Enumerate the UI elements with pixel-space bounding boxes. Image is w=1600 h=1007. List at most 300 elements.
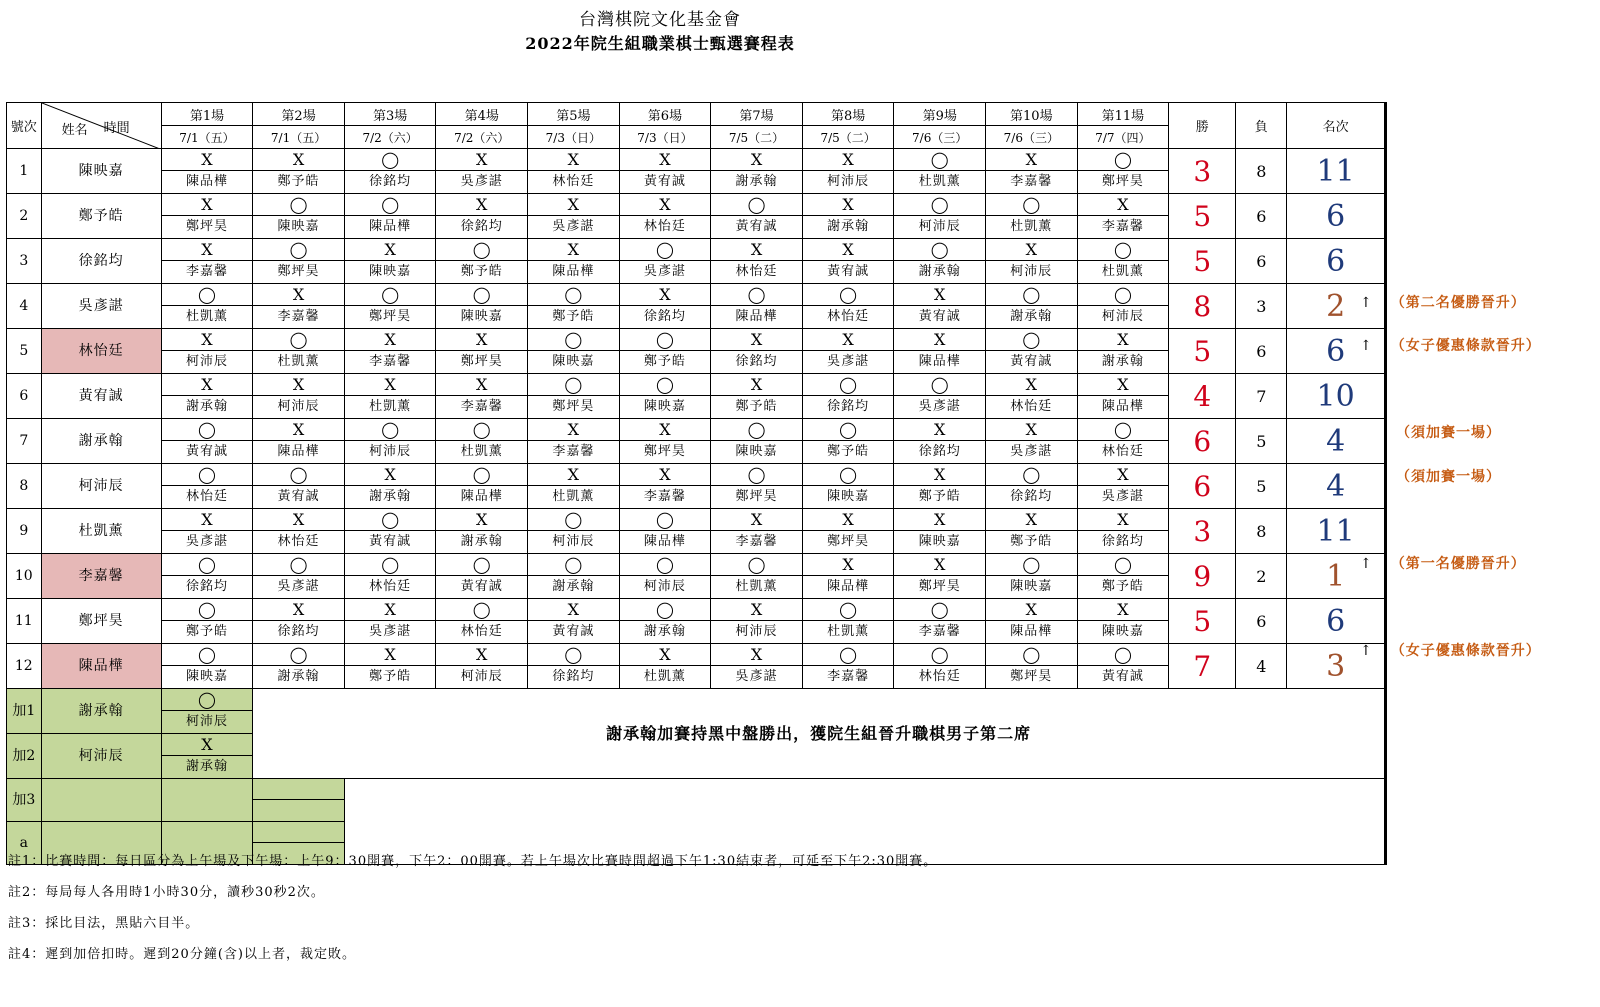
game-opponent: 謝承翰 xyxy=(619,621,711,644)
game-opponent: 李嘉馨 xyxy=(986,171,1078,194)
game-result: ◯ xyxy=(253,554,345,576)
player-losses: 6 xyxy=(1236,329,1287,374)
game-result: X xyxy=(161,194,253,216)
empty-cell xyxy=(253,800,345,822)
extra-message: 謝承翰加賽持黑中盤勝出，獲院生組晉升職棋男子第二席 xyxy=(253,689,1386,779)
game-result: X xyxy=(528,239,620,261)
player-losses: 6 xyxy=(1236,599,1287,644)
game-opponent: 陳映嘉 xyxy=(711,441,803,464)
game-result: X xyxy=(253,374,345,396)
note-3: 註3：採比目法，黑貼六目半。 xyxy=(8,916,200,931)
game-result: X xyxy=(161,239,253,261)
game-result: ◯ xyxy=(619,374,711,396)
game-opponent: 謝承翰 xyxy=(802,216,894,239)
game-result: ◯ xyxy=(436,599,528,621)
player-losses: 5 xyxy=(1236,419,1287,464)
game-opponent: 徐銘均 xyxy=(344,171,436,194)
player-name: 陳品樺 xyxy=(41,644,161,689)
game-opponent: 柯沛辰 xyxy=(619,576,711,599)
game-opponent: 杜凱薰 xyxy=(619,666,711,689)
game-result: X xyxy=(894,509,986,531)
player-losses: 4 xyxy=(1236,644,1287,689)
game-result: ◯ xyxy=(161,644,253,666)
up-arrow-icon: ↑ xyxy=(1360,642,1373,659)
game-opponent: 林怡廷 xyxy=(894,666,986,689)
game-result: X xyxy=(528,149,620,171)
game-result: ◯ xyxy=(1077,149,1169,171)
game-result: X xyxy=(619,284,711,306)
game-result: X xyxy=(619,644,711,666)
game-result: X xyxy=(253,509,345,531)
game-result: ◯ xyxy=(894,149,986,171)
header-name-time xyxy=(41,103,161,149)
game-opponent: 陳品樺 xyxy=(986,621,1078,644)
extra-no: 加1 xyxy=(7,689,42,734)
player-wins: 3 xyxy=(1169,149,1236,194)
game-opponent: 杜凱薰 xyxy=(986,216,1078,239)
round-date: 7/3（日） xyxy=(619,126,711,149)
title-block xyxy=(0,8,1200,56)
player-no: 2 xyxy=(7,194,42,239)
game-result: ◯ xyxy=(619,329,711,351)
game-opponent: 黃宥誠 xyxy=(986,351,1078,374)
game-opponent: 陳品樺 xyxy=(1077,396,1169,419)
game-opponent: 鄭坪昊 xyxy=(528,396,620,419)
game-result: X xyxy=(802,239,894,261)
extra-opponent: 謝承翰 xyxy=(161,756,253,779)
game-result: X xyxy=(161,374,253,396)
player-name: 鄭予皓 xyxy=(41,194,161,239)
game-opponent: 陳品樺 xyxy=(528,261,620,284)
game-result: X xyxy=(619,194,711,216)
game-opponent: 柯沛辰 xyxy=(1077,306,1169,329)
player-row xyxy=(7,239,1386,261)
game-result: ◯ xyxy=(619,554,711,576)
extra-result: ◯ xyxy=(161,689,253,711)
game-result: X xyxy=(161,149,253,171)
game-opponent: 陳映嘉 xyxy=(986,576,1078,599)
header-wins: 勝 xyxy=(1169,103,1236,149)
round-label: 第9場 xyxy=(894,103,986,126)
player-name: 徐銘均 xyxy=(41,239,161,284)
side-note-text: （女子優惠條款晉升） xyxy=(1390,338,1541,354)
game-opponent: 陳品樺 xyxy=(344,216,436,239)
game-opponent: 李嘉馨 xyxy=(711,531,803,554)
game-result: ◯ xyxy=(436,284,528,306)
game-opponent: 林怡廷 xyxy=(711,261,803,284)
game-opponent: 黃宥誠 xyxy=(619,171,711,194)
up-arrow-icon: ↑ xyxy=(1360,555,1373,572)
round-label: 第4場 xyxy=(436,103,528,126)
game-result: ◯ xyxy=(344,194,436,216)
game-result: X xyxy=(711,149,803,171)
game-result: X xyxy=(528,419,620,441)
extra-result: X xyxy=(161,734,253,756)
game-opponent: 柯沛辰 xyxy=(711,621,803,644)
game-result: X xyxy=(344,464,436,486)
game-opponent: 李嘉馨 xyxy=(619,486,711,509)
game-result: ◯ xyxy=(1077,554,1169,576)
game-result: ◯ xyxy=(711,464,803,486)
game-result: ◯ xyxy=(344,419,436,441)
player-no: 9 xyxy=(7,509,42,554)
game-result: X xyxy=(894,329,986,351)
game-opponent: 徐銘均 xyxy=(253,621,345,644)
game-result: ◯ xyxy=(894,374,986,396)
player-rank: 11 xyxy=(1287,509,1386,554)
game-opponent: 鄭予皓 xyxy=(253,171,345,194)
game-opponent: 徐銘均 xyxy=(161,576,253,599)
game-opponent: 林怡廷 xyxy=(161,486,253,509)
round-label: 第10場 xyxy=(986,103,1078,126)
game-result: ◯ xyxy=(253,329,345,351)
game-opponent: 陳映嘉 xyxy=(1077,621,1169,644)
game-result: ◯ xyxy=(528,554,620,576)
game-opponent: 柯沛辰 xyxy=(436,666,528,689)
game-result: X xyxy=(802,194,894,216)
game-opponent: 柯沛辰 xyxy=(894,216,986,239)
up-arrow-icon: ↑ xyxy=(1360,338,1373,354)
round-date: 7/5（二） xyxy=(802,126,894,149)
player-losses: 6 xyxy=(1236,239,1287,284)
game-result: ◯ xyxy=(344,554,436,576)
game-opponent: 陳映嘉 xyxy=(802,486,894,509)
game-opponent: 謝承翰 xyxy=(894,261,986,284)
game-result: ◯ xyxy=(528,509,620,531)
game-opponent: 李嘉馨 xyxy=(161,261,253,284)
game-result: ◯ xyxy=(711,194,803,216)
game-opponent: 杜凱薰 xyxy=(436,441,528,464)
game-result: ◯ xyxy=(894,599,986,621)
player-no: 4 xyxy=(7,284,42,329)
player-wins: 8 xyxy=(1169,284,1236,329)
game-result: ◯ xyxy=(253,239,345,261)
game-opponent: 徐銘均 xyxy=(711,351,803,374)
player-row xyxy=(7,329,1386,351)
game-opponent: 杜凱薰 xyxy=(344,396,436,419)
player-name: 林怡廷 xyxy=(41,329,161,374)
game-opponent: 黃宥誠 xyxy=(528,621,620,644)
game-opponent: 陳品樺 xyxy=(802,576,894,599)
player-no: 5 xyxy=(7,329,42,374)
game-result: X xyxy=(894,554,986,576)
player-no: 10 xyxy=(7,554,42,599)
game-result: ◯ xyxy=(161,284,253,306)
header-name: 姓名 xyxy=(61,123,88,138)
player-rank: 6 xyxy=(1287,239,1386,284)
player-row xyxy=(7,374,1386,396)
player-rank: 4 xyxy=(1287,419,1386,464)
extra-name: 柯沛辰 xyxy=(41,734,161,779)
game-opponent: 徐銘均 xyxy=(619,306,711,329)
game-opponent: 李嘉馨 xyxy=(344,351,436,374)
player-wins: 4 xyxy=(1169,374,1236,419)
player-wins: 5 xyxy=(1169,329,1236,374)
side-note-text: （須加賽一場） xyxy=(1396,425,1501,441)
extra-row xyxy=(7,689,1386,711)
game-opponent: 李嘉馨 xyxy=(1077,216,1169,239)
game-result: ◯ xyxy=(161,464,253,486)
game-result: X xyxy=(436,194,528,216)
game-opponent: 陳映嘉 xyxy=(528,351,620,374)
player-name: 黃宥誠 xyxy=(41,374,161,419)
game-result: X xyxy=(986,239,1078,261)
game-result: ◯ xyxy=(619,599,711,621)
note-2: 註2：每局每人各用時1小時30分，讀秒30秒2次。 xyxy=(8,885,325,900)
game-opponent: 徐銘均 xyxy=(528,666,620,689)
game-result: X xyxy=(1077,509,1169,531)
player-rank: 2 xyxy=(1287,284,1386,329)
game-result: ◯ xyxy=(802,599,894,621)
game-result: ◯ xyxy=(802,464,894,486)
game-opponent: 陳映嘉 xyxy=(894,531,986,554)
player-row xyxy=(7,419,1386,441)
empty-no: a xyxy=(7,822,42,865)
game-opponent: 林怡廷 xyxy=(436,621,528,644)
game-opponent: 柯沛辰 xyxy=(161,351,253,374)
player-wins: 7 xyxy=(1169,644,1236,689)
extra-opponent: 柯沛辰 xyxy=(161,711,253,734)
game-result: ◯ xyxy=(986,464,1078,486)
game-opponent: 吳彥諶 xyxy=(711,666,803,689)
player-name: 謝承翰 xyxy=(41,419,161,464)
game-result: ◯ xyxy=(528,374,620,396)
round-date: 7/6（三） xyxy=(894,126,986,149)
game-opponent: 鄭坪昊 xyxy=(619,441,711,464)
round-label: 第6場 xyxy=(619,103,711,126)
up-arrow-icon: ↑ xyxy=(1360,294,1373,311)
game-result: ◯ xyxy=(986,329,1078,351)
game-opponent: 李嘉馨 xyxy=(253,306,345,329)
game-opponent: 陳映嘉 xyxy=(619,396,711,419)
game-opponent: 陳映嘉 xyxy=(253,216,345,239)
game-result: X xyxy=(986,599,1078,621)
game-opponent: 徐銘均 xyxy=(1077,531,1169,554)
player-rank: 11 xyxy=(1287,149,1386,194)
empty-name xyxy=(41,779,161,822)
empty-no: 加3 xyxy=(7,779,42,822)
player-side-note xyxy=(1360,640,1541,660)
game-result: X xyxy=(344,644,436,666)
round-date: 7/6（三） xyxy=(986,126,1078,149)
player-no: 7 xyxy=(7,419,42,464)
round-date: 7/7（四） xyxy=(1077,126,1169,149)
game-result: ◯ xyxy=(986,194,1078,216)
game-result: X xyxy=(436,329,528,351)
player-wins: 3 xyxy=(1169,509,1236,554)
player-losses: 8 xyxy=(1236,149,1287,194)
game-opponent: 吳彥諶 xyxy=(528,216,620,239)
game-opponent: 陳映嘉 xyxy=(161,666,253,689)
diagonal-line xyxy=(42,103,160,149)
player-wins: 5 xyxy=(1169,599,1236,644)
game-opponent: 陳映嘉 xyxy=(436,306,528,329)
extra-no: 加2 xyxy=(7,734,42,779)
game-opponent: 謝承翰 xyxy=(711,171,803,194)
game-result: X xyxy=(619,464,711,486)
game-result: X xyxy=(1077,194,1169,216)
player-rank: 6 xyxy=(1287,599,1386,644)
game-opponent: 李嘉馨 xyxy=(802,666,894,689)
game-opponent: 吳彥諶 xyxy=(344,621,436,644)
player-wins: 6 xyxy=(1169,419,1236,464)
game-result: X xyxy=(986,374,1078,396)
game-result: X xyxy=(711,644,803,666)
game-opponent: 黃宥誠 xyxy=(802,261,894,284)
empty-result xyxy=(161,779,253,822)
game-opponent: 謝承翰 xyxy=(344,486,436,509)
round-date: 7/3（日） xyxy=(528,126,620,149)
note-4: 註4：遲到加倍扣時。遲到20分鐘(含)以上者，裁定敗。 xyxy=(8,947,356,962)
game-opponent: 杜凱薰 xyxy=(894,171,986,194)
round-label: 第11場 xyxy=(1077,103,1169,126)
game-result: X xyxy=(528,464,620,486)
player-side-note xyxy=(1360,292,1526,312)
game-result: ◯ xyxy=(528,284,620,306)
game-opponent: 鄭坪昊 xyxy=(1077,171,1169,194)
round-label: 第5場 xyxy=(528,103,620,126)
game-opponent: 林怡廷 xyxy=(253,531,345,554)
game-opponent: 鄭坪昊 xyxy=(253,261,345,284)
side-note-text: （須加賽一場） xyxy=(1396,468,1501,485)
game-opponent: 吳彥諶 xyxy=(161,531,253,554)
game-opponent: 徐銘均 xyxy=(986,486,1078,509)
game-result: ◯ xyxy=(711,554,803,576)
schedule-table xyxy=(6,102,1387,865)
game-result: ◯ xyxy=(619,239,711,261)
game-result: ◯ xyxy=(802,284,894,306)
game-result: X xyxy=(344,239,436,261)
extra-name: 謝承翰 xyxy=(41,689,161,734)
game-opponent: 陳品樺 xyxy=(436,486,528,509)
game-result: ◯ xyxy=(711,284,803,306)
game-opponent: 鄭坪昊 xyxy=(986,666,1078,689)
game-opponent: 林怡廷 xyxy=(986,396,1078,419)
game-opponent: 謝承翰 xyxy=(1077,351,1169,374)
game-result: X xyxy=(436,149,528,171)
game-result: ◯ xyxy=(1077,239,1169,261)
game-result: ◯ xyxy=(711,419,803,441)
player-no: 8 xyxy=(7,464,42,509)
player-name: 鄭坪昊 xyxy=(41,599,161,644)
game-result: ◯ xyxy=(619,509,711,531)
game-result: ◯ xyxy=(802,644,894,666)
game-result: X xyxy=(894,464,986,486)
game-opponent: 杜凱薰 xyxy=(1077,261,1169,284)
round-date: 7/2（六） xyxy=(344,126,436,149)
game-result: ◯ xyxy=(161,419,253,441)
round-label: 第8場 xyxy=(802,103,894,126)
player-no: 11 xyxy=(7,599,42,644)
round-label: 第3場 xyxy=(344,103,436,126)
game-opponent: 陳品樺 xyxy=(711,306,803,329)
game-result: X xyxy=(986,419,1078,441)
player-rank: 1 xyxy=(1287,554,1386,599)
game-opponent: 鄭坪昊 xyxy=(711,486,803,509)
header-rank: 名次 xyxy=(1287,103,1386,149)
game-opponent: 林怡廷 xyxy=(619,216,711,239)
game-opponent: 黃宥誠 xyxy=(344,531,436,554)
player-wins: 5 xyxy=(1169,194,1236,239)
game-result: X xyxy=(344,329,436,351)
game-opponent: 徐銘均 xyxy=(802,396,894,419)
player-losses: 3 xyxy=(1236,284,1287,329)
player-row xyxy=(7,644,1386,666)
game-opponent: 柯沛辰 xyxy=(986,261,1078,284)
player-wins: 9 xyxy=(1169,554,1236,599)
player-losses: 8 xyxy=(1236,509,1287,554)
game-opponent: 柯沛辰 xyxy=(253,396,345,419)
player-row xyxy=(7,509,1386,531)
round-date: 7/2（六） xyxy=(436,126,528,149)
player-name: 陳映嘉 xyxy=(41,149,161,194)
game-opponent: 吳彥諶 xyxy=(436,171,528,194)
player-name: 吳彥諶 xyxy=(41,284,161,329)
game-opponent: 陳映嘉 xyxy=(344,261,436,284)
game-result: ◯ xyxy=(1077,419,1169,441)
game-result: ◯ xyxy=(436,239,528,261)
game-opponent: 鄭坪昊 xyxy=(344,306,436,329)
player-name: 李嘉馨 xyxy=(41,554,161,599)
player-wins: 5 xyxy=(1169,239,1236,284)
player-rank: 3 xyxy=(1287,644,1386,689)
game-result: ◯ xyxy=(436,419,528,441)
game-opponent: 黃宥誠 xyxy=(711,216,803,239)
game-result: X xyxy=(436,644,528,666)
game-opponent: 李嘉馨 xyxy=(528,441,620,464)
player-side-note xyxy=(1396,466,1501,486)
game-result: ◯ xyxy=(894,239,986,261)
game-opponent: 謝承翰 xyxy=(161,396,253,419)
game-result: ◯ xyxy=(802,419,894,441)
game-result: ◯ xyxy=(161,554,253,576)
header-row-rounds xyxy=(7,103,1386,126)
game-opponent: 鄭予皓 xyxy=(528,306,620,329)
game-opponent: 林怡廷 xyxy=(528,171,620,194)
player-no: 6 xyxy=(7,374,42,419)
game-opponent: 鄭坪昊 xyxy=(161,216,253,239)
game-opponent: 徐銘均 xyxy=(894,441,986,464)
game-result: X xyxy=(986,149,1078,171)
game-opponent: 吳彥諶 xyxy=(986,441,1078,464)
round-label: 第7場 xyxy=(711,103,803,126)
game-result: X xyxy=(894,419,986,441)
player-row xyxy=(7,194,1386,216)
player-row xyxy=(7,464,1386,486)
game-result: X xyxy=(1077,374,1169,396)
game-result: X xyxy=(436,509,528,531)
game-opponent: 謝承翰 xyxy=(986,306,1078,329)
game-result: X xyxy=(711,329,803,351)
game-result: ◯ xyxy=(986,644,1078,666)
game-opponent: 柯沛辰 xyxy=(528,531,620,554)
game-result: ◯ xyxy=(344,509,436,531)
player-row xyxy=(7,599,1386,621)
game-opponent: 吳彥諶 xyxy=(619,261,711,284)
player-rank: 10 xyxy=(1287,374,1386,419)
game-result: ◯ xyxy=(253,464,345,486)
game-result: ◯ xyxy=(894,194,986,216)
game-opponent: 吳彥諶 xyxy=(1077,486,1169,509)
player-no: 3 xyxy=(7,239,42,284)
game-result: X xyxy=(1077,464,1169,486)
game-opponent: 林怡廷 xyxy=(1077,441,1169,464)
game-opponent: 謝承翰 xyxy=(436,531,528,554)
game-opponent: 吳彥諶 xyxy=(802,351,894,374)
game-opponent: 李嘉馨 xyxy=(436,396,528,419)
game-result: X xyxy=(802,554,894,576)
player-row xyxy=(7,284,1386,306)
